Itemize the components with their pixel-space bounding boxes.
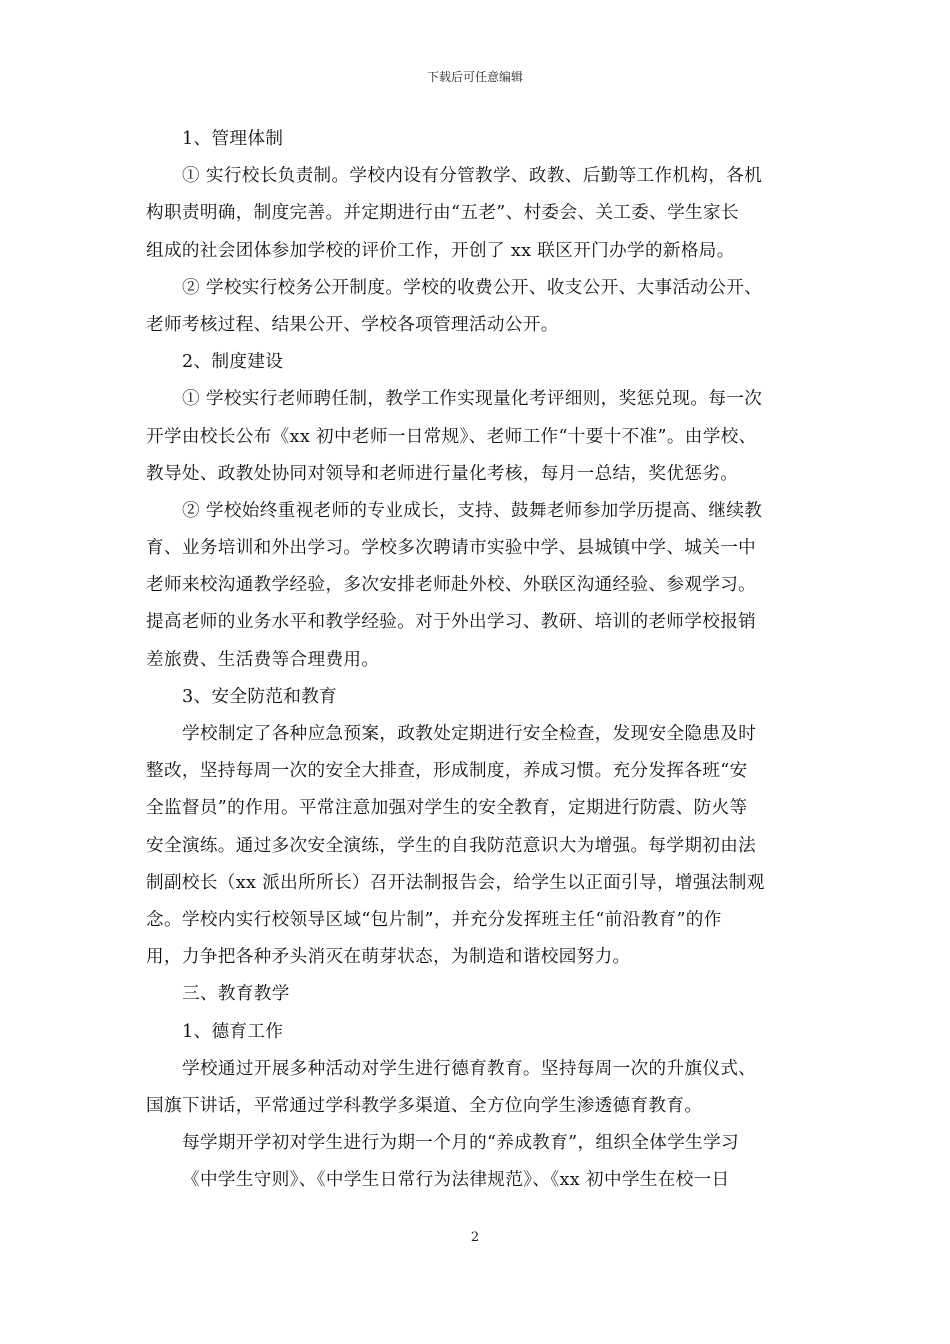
text-line: 教导处、政教处协同对领导和老师进行量化考核，每月一总结，奖优惩劣。 xyxy=(146,463,739,484)
text-line: 每学期开学初对学生进行为期一个月的“养成教育”，组织全体学生学习 xyxy=(182,1133,740,1154)
text-line: 3、安全防范和教育 xyxy=(182,686,338,707)
page-header: 下载后可任意编辑 xyxy=(426,70,523,84)
text-line: ① 实行校长负责制。学校内设有分管教学、政教、后勤等工作机构，各机 xyxy=(182,166,763,187)
text-line: ① 学校实行老师聘任制，教学工作实现量化考评细则，奖惩兑现。每一次 xyxy=(182,389,763,410)
text-line: ② 学校实行校务公开制度。学校的收费公开、收支公开、大事活动公开、 xyxy=(182,277,763,298)
text-line: 老师来校沟通教学经验，多次安排老师赴外校、外联区沟通经验、参观学习。 xyxy=(146,575,757,596)
text-line: 构职责明确，制度完善。并定期进行由“五老”、村委会、关工委、学生家长 xyxy=(146,203,739,224)
text-line: 组成的社会团体参加学校的评价工作，开创了 xx 联区开门办学的新格局。 xyxy=(146,240,735,261)
page-number: 2 xyxy=(470,1230,480,1245)
text-line: 国旗下讲话，平常通过学科教学多渠道、全方位向学生渗透德育教育。 xyxy=(146,1095,703,1116)
text-line: 老师考核过程、结果公开、学校各项管理活动公开。 xyxy=(146,314,559,335)
text-line: 全监督员”的作用。平常注意加强对学生的安全教育，定期进行防震、防火等 xyxy=(146,798,748,819)
text-line: 用，力争把各种矛头消灭在萌芽状态，为制造和谐校园努力。 xyxy=(146,947,631,968)
text-line: 学校制定了各种应急预案，政教处定期进行安全检查，发现安全隐患及时 xyxy=(182,724,757,744)
document-body xyxy=(146,121,806,1199)
text-line: 差旅费、生活费等合理费用。 xyxy=(146,649,380,670)
text-line: 1、管理体制 xyxy=(182,129,284,149)
text-line: 念。学校内实行校领导区域“包片制”，并充分发挥班主任“前沿教育”的作 xyxy=(146,909,722,930)
text-line: 学校通过开展多种活动对学生进行德育教育。坚持每周一次的升旗仪式、 xyxy=(182,1058,757,1079)
text-line: 制副校长（xx 派出所所长）召开法制报告会，给学生以正面引导，增强法制观 xyxy=(146,872,765,893)
text-line: 2、制度建设 xyxy=(182,352,284,373)
text-line: 育、业务培训和外出学习。学校多次聘请市实验中学、县城镇中学、城关一中 xyxy=(146,538,757,559)
text-line: ② 学校始终重视老师的专业成长，支持、鼓舞老师参加学历提高、继续教 xyxy=(182,500,763,521)
text-line: 安全演练。通过多次安全演练，学生的自我防范意识大为增强。每学期初由法 xyxy=(146,835,757,856)
text-line: 三、教育教学 xyxy=(182,984,290,1005)
text-line: 1、德育工作 xyxy=(182,1021,284,1042)
text-line: 开学由校长公布《xx 初中老师一日常规》、老师工作“十要十不准”。由学校、 xyxy=(146,426,757,447)
text-line: 提高老师的业务水平和教学经验。对于外出学习、教研、培训的老师学校报销 xyxy=(146,612,757,633)
text-line: 整改，坚持每周一次的安全大排查，形成制度，养成习惯。充分发挥各班“安 xyxy=(146,761,748,782)
text-line: 《中学生守则》、《中学生日常行为法律规范》、《xx 初中学生在校一日 xyxy=(182,1170,730,1191)
